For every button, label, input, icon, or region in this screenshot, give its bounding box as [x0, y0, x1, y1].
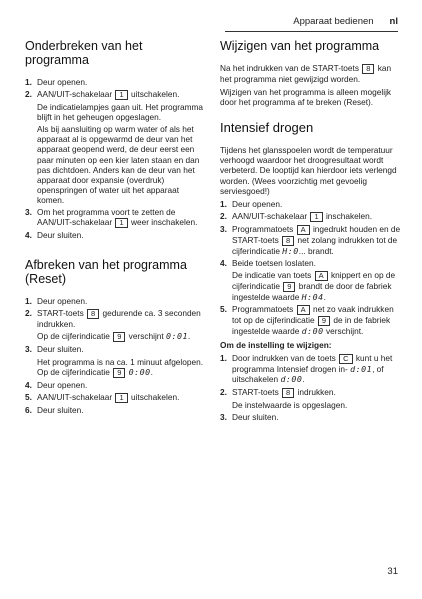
key-label: 9 — [113, 368, 125, 378]
list-item: 3. Deur sluiten. — [220, 411, 279, 422]
header-divider — [225, 31, 398, 32]
display-value: d:00 — [280, 374, 303, 385]
list-item: 1. Deur openen. — [25, 77, 88, 87]
list-item: 1. Deur openen. — [220, 198, 283, 209]
list-item: 2. AAN/UIT-schakelaar 1 inschakelen. — [220, 210, 373, 221]
list-item: 3. Programmatoets A ingedrukt houden en de START-toets 8 net zolang indrukken tot de cijferindicatie H:0... brandt. — [220, 223, 401, 256]
display-value: 0:01 — [166, 331, 189, 342]
page-header — [293, 16, 398, 27]
list-item: 4. Beide toetsen loslaten. De indicatie van toets A knippert en op de cijferindicatie 9 brandt de door de fabriek ingestelde waarde H:04. — [220, 257, 396, 303]
display-value: H:0 — [282, 245, 299, 256]
key-label: 8 — [282, 388, 294, 398]
right-column — [220, 39, 402, 424]
key-label: 9 — [283, 282, 295, 292]
heading-afbreken: Afbreken van het programma (Reset) — [25, 258, 187, 287]
key-label: A — [297, 305, 310, 315]
instelling-steps — [220, 353, 402, 421]
list-item: 5. AAN/UIT-schakelaar 1 uitschakelen. — [25, 391, 180, 402]
header-section: Apparaat bedienen — [293, 16, 374, 27]
paragraph: Tijdens het glansspoelen wordt de temperatuur verhoogd waardoor het droogresultaat wordt verbeterd. De looptijd kan hierdoor iets verlengd worden. (Wees voorzichtig met gevoelig serviesgoed!) — [220, 145, 397, 196]
intensief-steps — [220, 199, 402, 336]
paragraph: Wijzigen van het programma is alleen mogelijk door het programma af te breken (Reset). — [220, 87, 392, 108]
list-item: 3. Om het programma voort te zetten de AAN/UIT-schakelaar 1 weer inschakelen. — [25, 207, 198, 228]
key-label: 1 — [115, 90, 127, 100]
key-label: C — [339, 354, 352, 364]
list-item: 4. Deur openen. — [25, 379, 88, 390]
display-value: 0:00 — [128, 366, 151, 377]
list-item: 2. START-toets 8 indrukken. De instelwaarde is opgeslagen. — [220, 386, 348, 410]
paragraph: Na het indrukken van de START-toets 8 kan het programma niet gewijzigd worden. — [220, 63, 392, 84]
list-item: 2. AAN/UIT-schakelaar 1 uitschakelen. De indicatielampjes gaan uit. Het programma blijft in het geheugen opgeslagen. Als bij aansluiting op warm water of als het apparaat al is opgewarmd de deur van het apparaat geopend werd, de deur eerst een paar minuten op een kier laten staan en dan pas dichtdoen. Anders kan de deur van het apparaat door expansie (overdruk) openspringen of water uit het apparaat komen. — [25, 89, 204, 205]
list-item: 4. Deur sluiten. — [25, 230, 84, 241]
page-number: 31 — [387, 566, 398, 577]
list-item: 1. Door indrukken van de toets C kunt u het programma Intensief drogen in- d:01, of uitschakelen d:00. — [220, 353, 393, 385]
onderbreken-steps — [25, 77, 207, 240]
header-lang: nl — [389, 16, 398, 27]
key-label: 1 — [310, 212, 322, 222]
display-value: H:04 — [301, 292, 324, 303]
key-label: A — [315, 271, 328, 281]
display-value: d:00 — [301, 326, 324, 337]
key-label: 1 — [115, 218, 127, 228]
list-item: 3. Deur sluiten. Het programma is na ca. 1 minuut afgelopen. Op de cijferindicatie 9 0:00. — [25, 344, 204, 377]
list-item: 1. Deur openen. — [25, 296, 88, 307]
heading-onderbreken: Onderbreken van het programma — [25, 39, 143, 67]
key-label: 8 — [87, 309, 99, 319]
key-label: 9 — [318, 316, 330, 326]
heading-wijzigen: Wijzigen van het programma — [220, 39, 380, 53]
key-label: 1 — [115, 393, 127, 403]
left-column — [25, 39, 207, 417]
heading-intensief: Intensief drogen — [220, 120, 314, 136]
key-label: 8 — [282, 236, 294, 246]
list-item: 6. Deur sluiten. — [25, 404, 84, 415]
subheading-instelling: Om de instelling te wijzigen: — [220, 340, 332, 351]
key-label: 8 — [362, 64, 374, 74]
afbreken-steps — [25, 296, 207, 415]
list-item: 2. START-toets 8 gedurende ca. 3 seconden indrukken. Op de cijferindicatie 9 verschijnt 0:01. — [25, 308, 201, 342]
list-item: 5. Programmatoets A net zo vaak indrukken tot op de cijferindicatie 9 de in de fabriek ingestelde waarde d:00 verschijnt. — [220, 304, 394, 337]
display-value: d:01 — [350, 364, 373, 375]
key-label: 9 — [113, 332, 125, 342]
key-label: A — [297, 225, 310, 235]
